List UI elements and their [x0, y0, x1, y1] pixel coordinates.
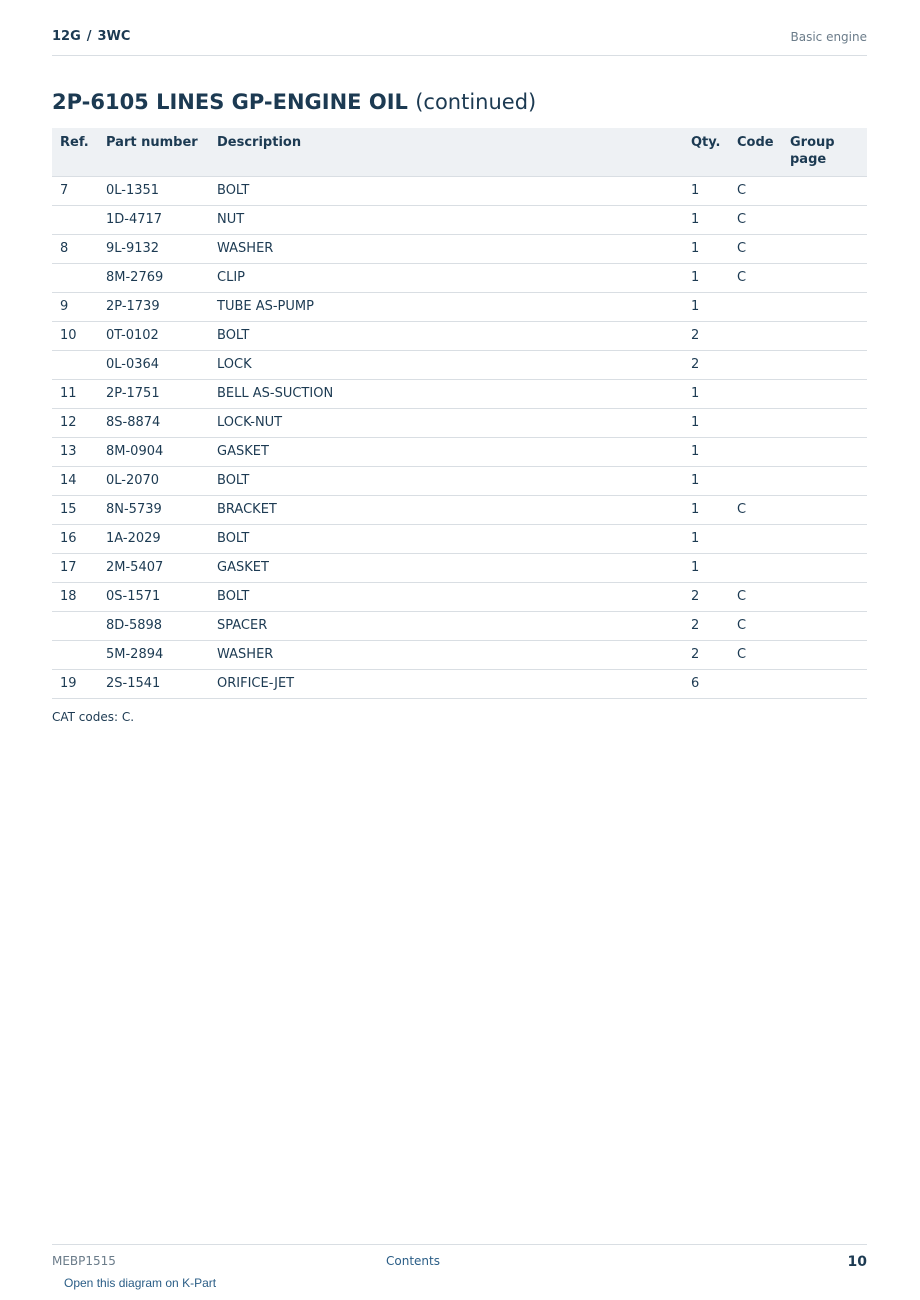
row-code: [729, 466, 782, 495]
row-ref: 13: [52, 437, 98, 466]
row-code: [729, 524, 782, 553]
row-qty: 1: [683, 176, 729, 205]
row-qty: 1: [683, 263, 729, 292]
row-part-number: 1D-4717: [98, 205, 209, 234]
row-group-page: [782, 292, 867, 321]
row-group-page: [782, 466, 867, 495]
row-part-number: 8S-8874: [98, 408, 209, 437]
row-group-page: [782, 669, 867, 698]
row-code: C: [729, 495, 782, 524]
table-row: [52, 437, 867, 466]
row-part-number: 8D-5898: [98, 611, 209, 640]
table-row: [52, 350, 867, 379]
contents-link[interactable]: Contents: [386, 1254, 440, 1268]
row-description: NUT: [209, 205, 683, 234]
row-qty: 1: [683, 553, 729, 582]
row-code: C: [729, 234, 782, 263]
table-row: [52, 321, 867, 350]
row-group-page: [782, 553, 867, 582]
row-part-number: 8M-0904: [98, 437, 209, 466]
table-row: [52, 408, 867, 437]
row-qty: 1: [683, 466, 729, 495]
breadcrumb-model: 12G: [52, 29, 81, 44]
row-description: TUBE AS-PUMP: [209, 292, 683, 321]
document-id: MEBP1515: [52, 1254, 116, 1268]
row-qty: 1: [683, 524, 729, 553]
row-description: WASHER: [209, 640, 683, 669]
row-description: BOLT: [209, 466, 683, 495]
row-qty: 1: [683, 205, 729, 234]
header-description: Description: [209, 128, 683, 176]
page-title: [52, 90, 536, 114]
header-group-page: Group page: [782, 128, 867, 176]
row-description: GASKET: [209, 437, 683, 466]
breadcrumb-separator: /: [86, 29, 92, 44]
row-part-number: 0L-2070: [98, 466, 209, 495]
row-ref: 18: [52, 582, 98, 611]
row-group-page: [782, 379, 867, 408]
row-group-page: [782, 495, 867, 524]
row-description: WASHER: [209, 234, 683, 263]
row-group-page: [782, 205, 867, 234]
row-code: [729, 408, 782, 437]
row-ref: 7: [52, 176, 98, 205]
table-row: [52, 495, 867, 524]
row-description: BOLT: [209, 524, 683, 553]
row-group-page: [782, 640, 867, 669]
row-code: C: [729, 582, 782, 611]
row-part-number: 5M-2894: [98, 640, 209, 669]
row-qty: 6: [683, 669, 729, 698]
row-qty: 2: [683, 582, 729, 611]
row-code: C: [729, 263, 782, 292]
table-header-row: [52, 128, 867, 176]
row-description: LOCK-NUT: [209, 408, 683, 437]
header-ref: Ref.: [52, 128, 98, 176]
row-part-number: 8M-2769: [98, 263, 209, 292]
row-description: ORIFICE-JET: [209, 669, 683, 698]
page-header: [52, 29, 867, 56]
table-row: [52, 292, 867, 321]
row-part-number: 8N-5739: [98, 495, 209, 524]
row-code: [729, 321, 782, 350]
row-part-number: 9L-9132: [98, 234, 209, 263]
header-code: Code: [729, 128, 782, 176]
row-group-page: [782, 176, 867, 205]
page-title-suffix: (continued): [415, 90, 537, 114]
row-description: BRACKET: [209, 495, 683, 524]
row-qty: 1: [683, 408, 729, 437]
row-ref: 11: [52, 379, 98, 408]
row-code: [729, 437, 782, 466]
table-row: [52, 234, 867, 263]
row-code: C: [729, 205, 782, 234]
parts-table: [52, 128, 867, 699]
row-ref: 9: [52, 292, 98, 321]
row-code: C: [729, 611, 782, 640]
row-ref: [52, 611, 98, 640]
row-description: LOCK: [209, 350, 683, 379]
row-qty: 1: [683, 292, 729, 321]
table-row: [52, 263, 867, 292]
row-ref: 12: [52, 408, 98, 437]
open-k-part-link[interactable]: Open this diagram on K-Part: [64, 1276, 217, 1290]
table-row: [52, 176, 867, 205]
table-row: [52, 640, 867, 669]
row-part-number: 1A-2029: [98, 524, 209, 553]
cat-codes-note: CAT codes: C.: [52, 710, 135, 724]
row-part-number: 2M-5407: [98, 553, 209, 582]
row-group-page: [782, 234, 867, 263]
row-qty: 2: [683, 640, 729, 669]
breadcrumb-serial: 3WC: [97, 29, 131, 44]
row-ref: [52, 350, 98, 379]
page-footer: [52, 1244, 867, 1268]
row-ref: 16: [52, 524, 98, 553]
row-group-page: [782, 350, 867, 379]
row-qty: 2: [683, 611, 729, 640]
row-qty: 1: [683, 437, 729, 466]
row-qty: 1: [683, 379, 729, 408]
header-qty: Qty.: [683, 128, 729, 176]
row-description: CLIP: [209, 263, 683, 292]
row-part-number: 2S-1541: [98, 669, 209, 698]
row-qty: 2: [683, 350, 729, 379]
row-part-number: 2P-1751: [98, 379, 209, 408]
table-row: [52, 553, 867, 582]
row-description: SPACER: [209, 611, 683, 640]
row-code: C: [729, 176, 782, 205]
row-part-number: 0L-1351: [98, 176, 209, 205]
row-ref: 19: [52, 669, 98, 698]
row-ref: 17: [52, 553, 98, 582]
row-part-number: 2P-1739: [98, 292, 209, 321]
row-code: [729, 669, 782, 698]
table-row: [52, 205, 867, 234]
header-part-number: Part number: [98, 128, 209, 176]
row-group-page: [782, 321, 867, 350]
row-code: [729, 350, 782, 379]
table-row: [52, 611, 867, 640]
row-description: BELL AS-SUCTION: [209, 379, 683, 408]
row-ref: [52, 263, 98, 292]
row-code: [729, 292, 782, 321]
table-row: [52, 379, 867, 408]
row-part-number: 0T-0102: [98, 321, 209, 350]
row-qty: 1: [683, 495, 729, 524]
row-group-page: [782, 408, 867, 437]
table-row: [52, 524, 867, 553]
row-qty: 1: [683, 234, 729, 263]
row-qty: 2: [683, 321, 729, 350]
row-group-page: [782, 524, 867, 553]
row-group-page: [782, 263, 867, 292]
row-ref: 14: [52, 466, 98, 495]
row-description: GASKET: [209, 553, 683, 582]
row-description: BOLT: [209, 321, 683, 350]
table-row: [52, 466, 867, 495]
parts-table-body: [52, 176, 867, 698]
row-ref: [52, 640, 98, 669]
row-code: [729, 553, 782, 582]
row-group-page: [782, 437, 867, 466]
section-name: Basic engine: [790, 30, 867, 44]
row-description: BOLT: [209, 582, 683, 611]
table-row: [52, 582, 867, 611]
page-title-main: 2P-6105 LINES GP-ENGINE OIL: [52, 90, 408, 114]
table-row: [52, 669, 867, 698]
page-number: 10: [847, 1254, 867, 1270]
breadcrumb: [52, 29, 130, 44]
row-group-page: [782, 582, 867, 611]
row-ref: 10: [52, 321, 98, 350]
row-part-number: 0S-1571: [98, 582, 209, 611]
row-code: C: [729, 640, 782, 669]
row-ref: 8: [52, 234, 98, 263]
row-code: [729, 379, 782, 408]
row-ref: [52, 205, 98, 234]
row-description: BOLT: [209, 176, 683, 205]
row-ref: 15: [52, 495, 98, 524]
row-part-number: 0L-0364: [98, 350, 209, 379]
row-group-page: [782, 611, 867, 640]
